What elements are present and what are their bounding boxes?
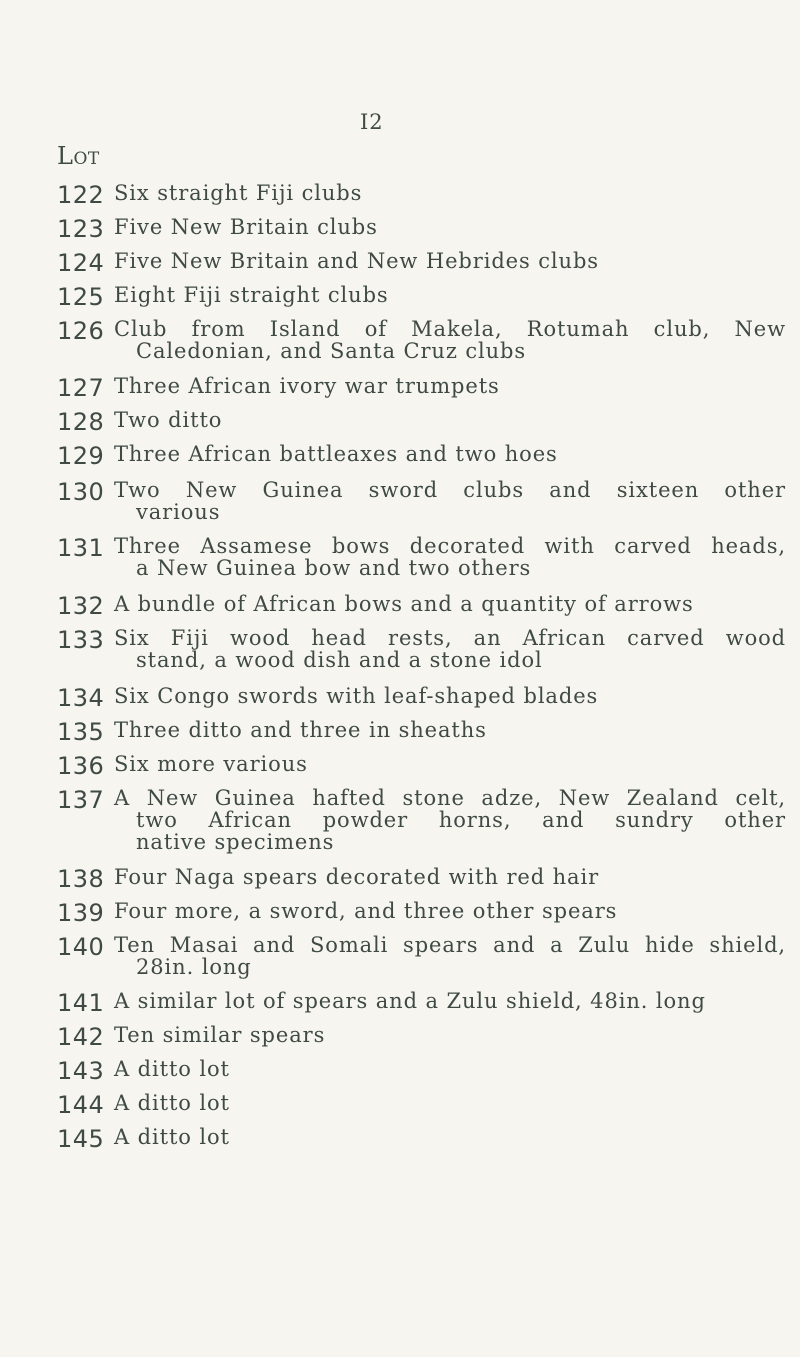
lot-description-line: Four Naga spears decorated with red hair <box>114 865 600 889</box>
lot-description-line: A New Guinea hafted stone adze, New Zealand celt, <box>114 786 786 810</box>
lot-number: 141 <box>57 989 105 1017</box>
lot-description <box>114 1126 786 1148</box>
lot-number: 125 <box>57 283 105 311</box>
lot-description <box>114 182 786 204</box>
lot-description-line: a New Guinea bow and two others <box>136 556 532 580</box>
lot-number: 145 <box>57 1125 105 1153</box>
lot-description-line: stand, a wood dish and a stone idol <box>136 648 543 672</box>
lot-description <box>114 284 786 306</box>
lot-description <box>114 787 786 853</box>
lot-number: 122 <box>57 181 105 209</box>
lot-description-line: Caledonian, and Santa Cruz clubs <box>136 339 527 363</box>
lot-description-line: native specimens <box>136 830 335 854</box>
lot-number: 142 <box>57 1023 105 1051</box>
lot-description-line: two African powder horns, and sundry other <box>136 808 786 832</box>
lot-description-line: A ditto lot <box>114 1091 230 1115</box>
lot-number: 133 <box>57 626 105 654</box>
lot-description <box>114 318 786 362</box>
lot-description-line: A ditto lot <box>114 1057 230 1081</box>
lot-description-line: Ten Masai and Somali spears and a Zulu hide shield, <box>114 933 786 957</box>
lot-description <box>114 753 786 775</box>
lot-description <box>114 1024 786 1046</box>
lot-description <box>114 250 786 272</box>
lot-description-line: Three Assamese bows decorated with carved heads, <box>114 534 786 558</box>
lot-number: 134 <box>57 684 105 712</box>
lot-description-line: A ditto lot <box>114 1125 230 1149</box>
lot-number: 128 <box>57 408 105 436</box>
lot-description-line: various <box>136 500 221 524</box>
lot-description-line: Five New Britain clubs <box>114 215 378 239</box>
lot-description-line: A bundle of African bows and a quantity of arrows <box>114 592 694 616</box>
lot-number: 126 <box>57 317 105 345</box>
lot-number: 135 <box>57 718 105 746</box>
lot-number: 130 <box>57 478 105 506</box>
lot-description <box>114 535 786 579</box>
lot-number: 136 <box>57 752 105 780</box>
lot-description-line: Two ditto <box>114 408 223 432</box>
lot-description-line: Six more various <box>114 752 308 776</box>
lot-description <box>114 1092 786 1114</box>
lot-description-line: Three African battleaxes and two hoes <box>114 442 558 466</box>
lot-description <box>114 719 786 741</box>
lot-description <box>114 443 786 465</box>
lot-column-header: Lot <box>57 142 100 170</box>
lot-number: 129 <box>57 442 105 470</box>
lot-description-line: Eight Fiji straight clubs <box>114 283 389 307</box>
lot-description <box>114 990 786 1012</box>
lot-description <box>114 934 786 978</box>
lot-number: 140 <box>57 933 105 961</box>
lot-description <box>114 1058 786 1080</box>
lot-number: 143 <box>57 1057 105 1085</box>
lot-number: 123 <box>57 215 105 243</box>
lot-number: 132 <box>57 592 105 620</box>
lot-description-line: Ten similar spears <box>114 1023 326 1047</box>
lot-description <box>114 375 786 397</box>
lot-description-line: Six straight Fiji clubs <box>114 181 363 205</box>
lot-description <box>114 479 786 523</box>
lot-description <box>114 900 786 922</box>
lot-number: 139 <box>57 899 105 927</box>
lot-number: 144 <box>57 1091 105 1119</box>
lot-description <box>114 866 786 888</box>
lot-description-line: Five New Britain and New Hebrides clubs <box>114 249 599 273</box>
lot-description-line: Club from Island of Makela, Rotumah club, New <box>114 317 786 341</box>
lot-number: 124 <box>57 249 105 277</box>
lot-number: 131 <box>57 534 105 562</box>
lot-description-line: Three ditto and three in sheaths <box>114 718 487 742</box>
lot-description-line: Four more, a sword, and three other spears <box>114 899 618 923</box>
lot-description <box>114 593 786 615</box>
lot-description <box>114 685 786 707</box>
lot-description-line: Three African ivory war trumpets <box>114 374 500 398</box>
lot-description <box>114 409 786 431</box>
lot-number: 127 <box>57 374 105 402</box>
lot-number: 137 <box>57 786 105 814</box>
lot-description-line: Two New Guinea sword clubs and sixteen other <box>114 478 786 502</box>
lot-description <box>114 216 786 238</box>
lot-description-line: A similar lot of spears and a Zulu shield, 48in. long <box>114 989 706 1013</box>
lot-number: 138 <box>57 865 105 893</box>
lot-description-line: Six Fiji wood head rests, an African carved wood <box>114 626 786 650</box>
lot-description-line: 28in. long <box>136 955 252 979</box>
page-number: I2 <box>360 110 384 134</box>
lot-description <box>114 627 786 671</box>
lot-description-line: Six Congo swords with leaf-shaped blades <box>114 684 599 708</box>
